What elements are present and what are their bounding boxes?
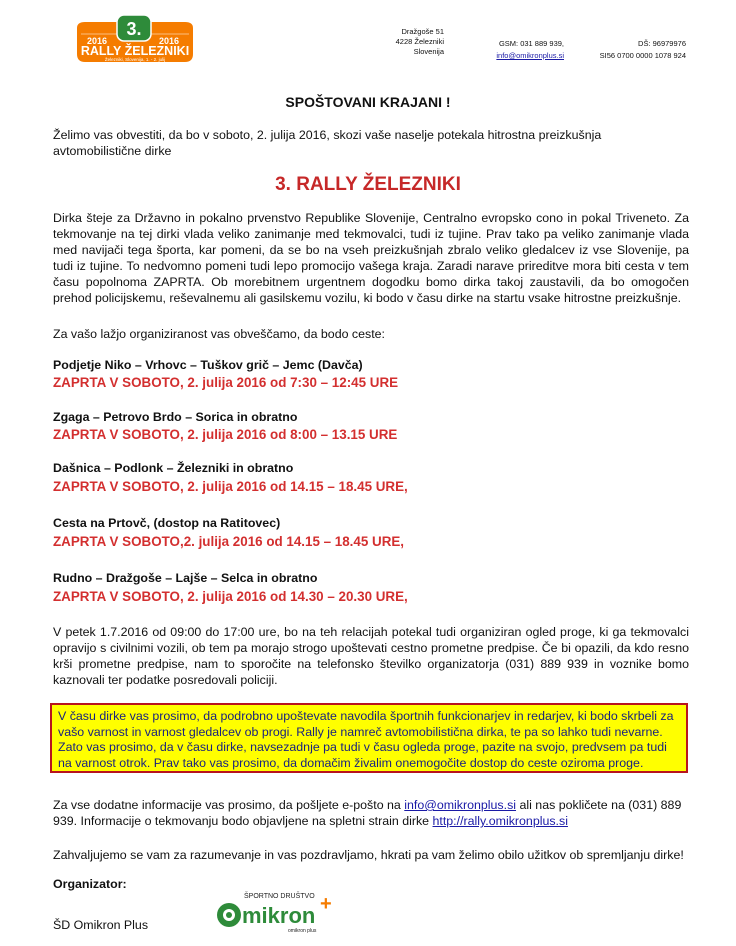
gsm-number: GSM: 031 889 939, <box>498 39 564 48</box>
address-line: 4228 Železniki <box>395 37 444 46</box>
contact-block <box>470 38 564 62</box>
svg-text:2016: 2016 <box>159 36 180 46</box>
svg-text:Železniki, Slovenija, 1. - 2.: Železniki, Slovenija, 1. - 2. julij <box>104 57 166 62</box>
greeting-heading: SPOŠTOVANI KRAJANI ! <box>285 94 451 110</box>
closure-status: ZAPRTA V SOBOTO, 2. julija 2016 od 14.15 – 18.45 URE, <box>53 479 408 494</box>
closure-route: Rudno – Dražgoše – Lajše – Selca in obratno <box>53 571 318 585</box>
roads-intro: Za vašo lažjo organiziranost vas obveščamo, da bodo ceste: <box>53 327 385 341</box>
svg-text:ŠPORTNO DRUŠTVO: ŠPORTNO DRUŠTVO <box>244 893 315 900</box>
closure-status: ZAPRTA V SOBOTO, 2. julija 2016 od 14.30 – 20.30 URE, <box>53 589 408 604</box>
svg-text:mikron: mikron <box>242 903 316 928</box>
safety-warning-box <box>50 703 688 773</box>
address-line: Slovenija <box>413 47 444 56</box>
header-email-link[interactable]: info@omikronplus.si <box>496 51 564 60</box>
intro-paragraph: Želimo vas obvestiti, da bo v soboto, 2. julija 2016, skozi vaše naselje potekala hitrostna preizkušnja avtomobilistične dirke <box>53 128 602 158</box>
safety-warning-text: V času dirke vas prosimo, da podrobno upoštevate navodila športnih funkcionarjev in redarjev, ki bodo skrbeli za vašo varnost in varnost gledalcev ob progi. Rally je namreč avtomobilistična dirka, te pa so lahko tudi nevarne. Zato vas prosimo, da v času dirke, navsezadnje pa tudi v času ogleda proge, pazite na svojo, predvsem pa tudi na varnost otrok. Prav tako vas prosimo, da domačim živalim onemogočite dostop do ceste oziroma proge. <box>58 709 674 770</box>
contact-email-link[interactable]: info@omikronplus.si <box>404 798 517 812</box>
closure-status: ZAPRTA V SOBOTO, 2. julija 2016 od 7:30 – 12:45 URE <box>53 375 399 390</box>
website-link[interactable]: http://rally.omikronplus.si <box>432 814 568 828</box>
contact-paragraph: Za vse dodatne informacije vas prosimo, da pošljete e-pošto na info@omikronplus.si ali nas pokličete na (031) 889 939. Informacije o tekmovanju bodo objavljene na spletni strain dirke http://rally.omikronplus.si <box>53 798 682 828</box>
closing-paragraph: Zahvaljujemo se vam za razumevanje in vas pozdravljamo, hkrati pa vam želimo obilo užitkov ob spremljanju dirke! <box>53 848 684 862</box>
closure-status: ZAPRTA V SOBOTO, 2. julija 2016 od 8:00 – 13.15 URE <box>53 427 398 442</box>
closure-route: Dašnica – Podlonk – Železniki in obratno <box>53 461 294 475</box>
address-line: Dražgoše 51 <box>401 27 444 36</box>
svg-text:3.: 3. <box>126 19 142 39</box>
closure-route: Podjetje Niko – Vrhovc – Tuškov grič – Jemc (Davča) <box>53 358 363 372</box>
inspection-paragraph: V petek 1.7.2016 od 09:00 do 17:00 ure, bo na teh relacijah potekal tudi organiziran ogled proge, ki ga tekmovalci opravijo s civilnimi vozili, ob tem pa morajo strogo upoštevati cestno prometne predpise. Če bi opazili, da kdo resno krši prometne predpise, nam to sporočite na telefonsko številko organizatorja (031) 889 939 in voznike bomo kaznovali ter podatke posredovali policiji. <box>53 625 689 687</box>
description-paragraph: Dirka šteje za Državno in pokalno prvenstvo Republike Slovenije, Centralno evropsko cono in pokal Triveneto. Za tekmovanje na tej dirki vlada veliko zanimanje med tekmovalci, tudi iz tujine. Prav tako pa veliko zanimanje vlada med navijači tega športa, kar pomeni, da se bo na vseh preizkušnjah zbralo veliko gledalcev iz vse Slovenije, pa tudi iz tujine. To nedvomno pomeni tudi lepo promocijo vašega kraja. Zaradi narave prireditve mora biti cesta v tem času popolnoma ZAPRTA. Ob morebitnem urgentnem dogodku bomo dirka takoj zaustavili, da bo omogočen prehod policijskemu, reševalnemu ali gasilskemu vozilu, ki bodo v času dirke na startu vsake hitrostne preizkušnje. <box>53 211 689 305</box>
organizer-name: ŠD Omikron Plus <box>53 918 149 932</box>
tax-block <box>582 38 686 62</box>
omikron-logo <box>216 890 342 936</box>
closure-status: ZAPRTA V SOBOTO,2. julija 2016 od 14.15 – 18.45 URE, <box>53 534 405 549</box>
svg-text:+: + <box>320 893 332 915</box>
svg-text:omikron plus: omikron plus <box>288 928 317 934</box>
bank-account: SI56 0700 0000 1078 924 <box>599 51 686 60</box>
rally-logo <box>73 14 197 66</box>
svg-text:RALLY ŽELEZNIKI: RALLY ŽELEZNIKI <box>80 44 190 58</box>
closure-route: Zgaga – Petrovo Brdo – Sorica in obratno <box>53 410 298 424</box>
svg-text:2016: 2016 <box>87 36 108 46</box>
organizer-label: Organizator: <box>53 877 127 891</box>
tax-number: DŠ: 96979976 <box>638 39 686 48</box>
event-title: 3. RALLY ŽELEZNIKI <box>275 174 461 195</box>
closure-route: Cesta na Prtovč, (dostop na Ratitovec) <box>53 516 281 530</box>
sender-address <box>360 27 444 57</box>
